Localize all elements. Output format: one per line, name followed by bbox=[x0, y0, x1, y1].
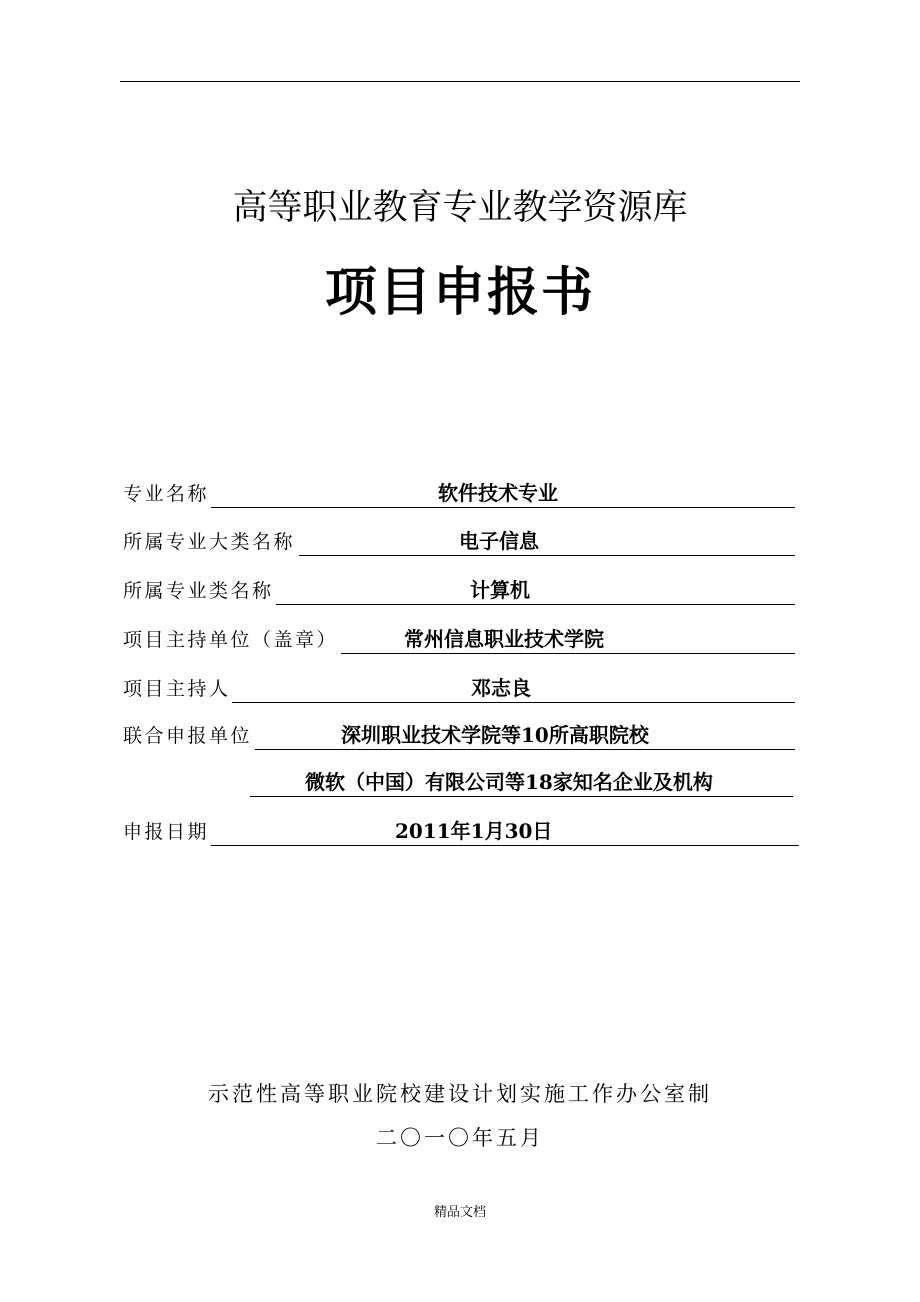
field-major-category bbox=[123, 524, 795, 556]
page-watermark: 精品文档 bbox=[433, 1205, 486, 1220]
field-label: 联合申报单位 bbox=[123, 725, 253, 747]
field-label: 所属专业大类名称 bbox=[123, 531, 296, 553]
field-value: 微软（中国）有限公司等18家知名企业及机构 bbox=[305, 770, 713, 794]
footer-issuer: 示范性高等职业院校建设计划实施工作办公室制 bbox=[208, 1082, 712, 1106]
field-underline bbox=[341, 653, 795, 654]
field-value: 常州信息职业技术学院 bbox=[404, 627, 604, 651]
field-host-person bbox=[123, 671, 795, 703]
document-subtitle: 项目申报书 bbox=[324, 262, 595, 323]
field-value: 2011年1月30日 bbox=[395, 819, 553, 843]
field-underline bbox=[255, 749, 795, 750]
field-label: 所属专业类名称 bbox=[123, 580, 274, 602]
field-joint-units-line2 bbox=[123, 765, 795, 797]
field-value: 计算机 bbox=[470, 578, 530, 602]
field-label: 专业名称 bbox=[123, 483, 210, 505]
field-label: 项目主持单位（盖章） bbox=[123, 629, 339, 651]
field-underline bbox=[211, 507, 795, 508]
field-underline bbox=[232, 702, 795, 703]
field-host-unit bbox=[123, 622, 795, 654]
field-major-class bbox=[123, 573, 795, 605]
field-major-name bbox=[123, 476, 795, 508]
field-value: 邓志良 bbox=[471, 676, 531, 700]
field-underline bbox=[276, 604, 795, 605]
field-underline bbox=[250, 796, 793, 797]
field-underline bbox=[211, 845, 799, 846]
footer-date: 二〇一〇年五月 bbox=[376, 1126, 544, 1150]
document-title: 高等职业教育专业教学资源库 bbox=[232, 188, 688, 228]
field-value: 软件技术专业 bbox=[438, 481, 558, 505]
field-label: 项目主持人 bbox=[123, 678, 231, 700]
field-joint-units bbox=[123, 718, 795, 750]
field-date bbox=[123, 814, 799, 846]
field-underline bbox=[299, 555, 795, 556]
header-rule bbox=[120, 81, 800, 82]
field-value: 电子信息 bbox=[459, 529, 539, 553]
field-label: 申报日期 bbox=[123, 821, 210, 843]
field-value: 深圳职业技术学院等10所高职院校 bbox=[341, 723, 649, 747]
